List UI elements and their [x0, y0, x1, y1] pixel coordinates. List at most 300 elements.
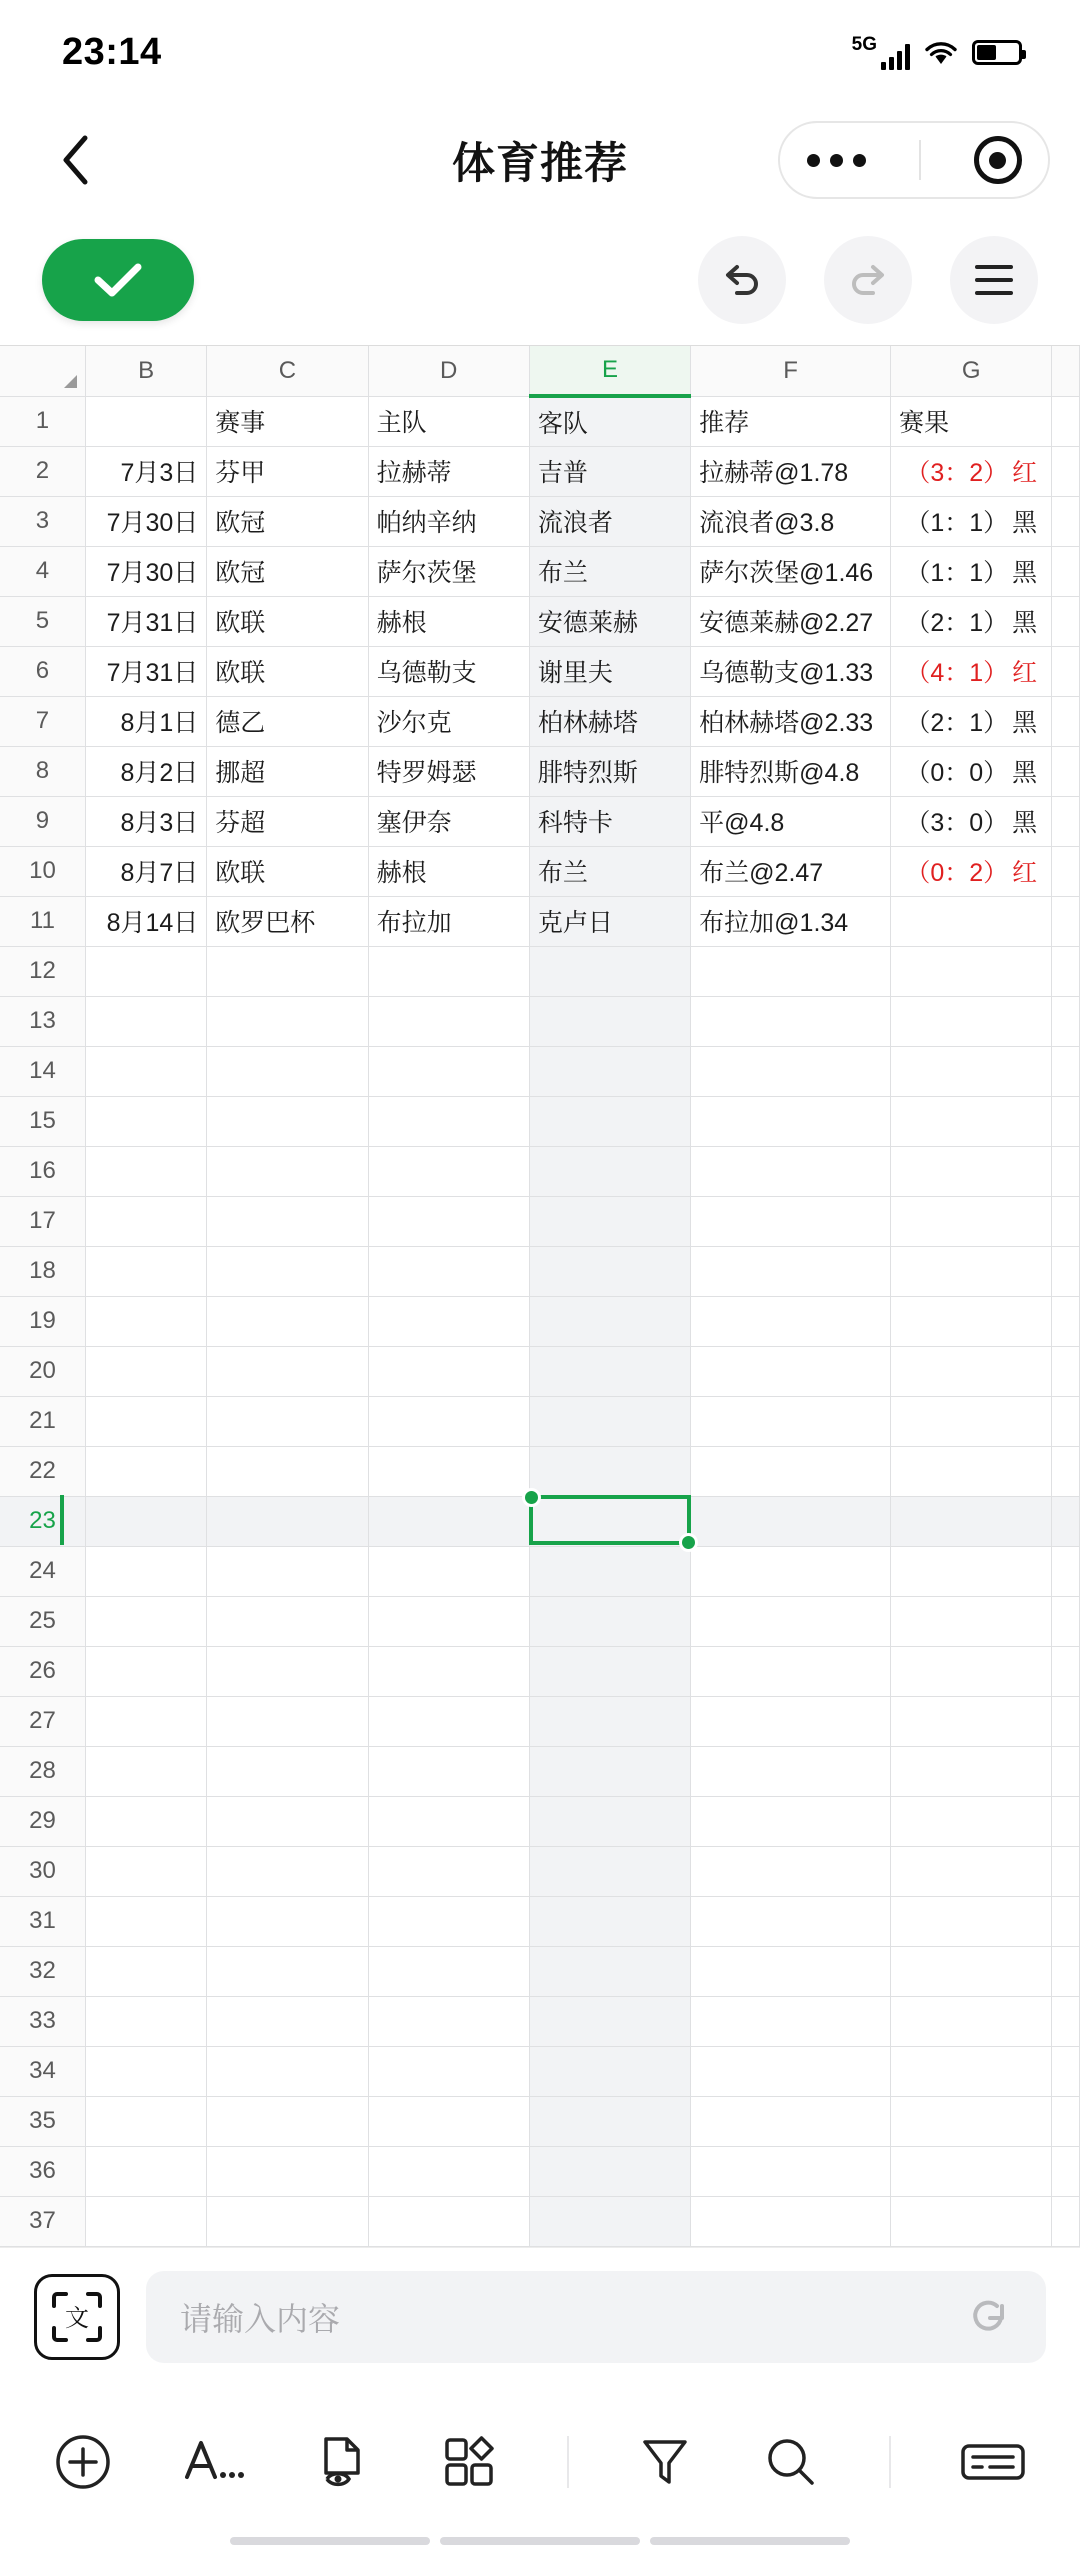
- cell-B3[interactable]: 7月30日: [85, 496, 206, 546]
- cell-G7[interactable]: （2：1） 黑: [891, 696, 1052, 746]
- scan-text-icon[interactable]: [34, 2274, 120, 2360]
- cell-B24[interactable]: [85, 1546, 206, 1596]
- cell-C2[interactable]: 芬甲: [207, 446, 368, 496]
- cell-F27[interactable]: [691, 1696, 891, 1746]
- cell-G35[interactable]: [891, 2096, 1052, 2146]
- cell-B14[interactable]: [85, 1046, 206, 1096]
- table-row[interactable]: [0, 2046, 1080, 2096]
- cell-D7[interactable]: 沙尔克: [368, 696, 529, 746]
- row-header-36[interactable]: 36: [0, 2146, 85, 2196]
- cell-D9[interactable]: 塞伊奈: [368, 796, 529, 846]
- cell-G17[interactable]: [891, 1196, 1052, 1246]
- row-header-29[interactable]: 29: [0, 1796, 85, 1846]
- cell-F7[interactable]: 柏林赫塔@2.33: [691, 696, 891, 746]
- table-row[interactable]: [0, 1796, 1080, 1846]
- cell-E2[interactable]: 吉普: [529, 446, 690, 496]
- cell-C4[interactable]: 欧冠: [207, 546, 368, 596]
- cell-E37[interactable]: [529, 2196, 690, 2246]
- cell-F16[interactable]: [691, 1146, 891, 1196]
- row-header-24[interactable]: 24: [0, 1546, 85, 1596]
- row-header-23[interactable]: 23: [0, 1496, 85, 1546]
- row-header-14[interactable]: 14: [0, 1046, 85, 1096]
- table-row[interactable]: [0, 2196, 1080, 2246]
- cell-C31[interactable]: [207, 1896, 368, 1946]
- row-header-2[interactable]: 2: [0, 446, 85, 496]
- cell-G11[interactable]: [891, 896, 1052, 946]
- row-header-1[interactable]: 1: [0, 396, 85, 446]
- cell-E4[interactable]: 布兰: [529, 546, 690, 596]
- cell-F24[interactable]: [691, 1546, 891, 1596]
- table-row[interactable]: [0, 396, 1080, 446]
- cell-F36[interactable]: [691, 2146, 891, 2196]
- cell-D8[interactable]: 特罗姆瑟: [368, 746, 529, 796]
- cell-E11[interactable]: 克卢日: [529, 896, 690, 946]
- cell-G12[interactable]: [891, 946, 1052, 996]
- cell-content-input[interactable]: [146, 2271, 1046, 2363]
- cell-B10[interactable]: 8月7日: [85, 846, 206, 896]
- cell-C7[interactable]: 德乙: [207, 696, 368, 746]
- table-row[interactable]: [0, 1896, 1080, 1946]
- cell-G18[interactable]: [891, 1246, 1052, 1296]
- cell-C29[interactable]: [207, 1796, 368, 1846]
- cell-D1[interactable]: 主队: [368, 396, 529, 446]
- cell-G26[interactable]: [891, 1646, 1052, 1696]
- cell-D13[interactable]: [368, 996, 529, 1046]
- row-header-33[interactable]: 33: [0, 1996, 85, 2046]
- cell-D12[interactable]: [368, 946, 529, 996]
- column-header-E[interactable]: E: [529, 346, 690, 396]
- confirm-button[interactable]: [42, 239, 194, 321]
- cell-D32[interactable]: [368, 1946, 529, 1996]
- cell-G31[interactable]: [891, 1896, 1052, 1946]
- cell-F12[interactable]: [691, 946, 891, 996]
- row-header-6[interactable]: 6: [0, 646, 85, 696]
- cell-G30[interactable]: [891, 1846, 1052, 1896]
- cell-F23[interactable]: [691, 1496, 891, 1546]
- row-header-11[interactable]: 11: [0, 896, 85, 946]
- cell-D24[interactable]: [368, 1546, 529, 1596]
- column-header-B[interactable]: B: [85, 346, 206, 396]
- cell-B34[interactable]: [85, 2046, 206, 2096]
- table-row[interactable]: [0, 2146, 1080, 2196]
- table-row[interactable]: [0, 1996, 1080, 2046]
- row-header-20[interactable]: 20: [0, 1346, 85, 1396]
- table-row[interactable]: [0, 496, 1080, 546]
- table-row[interactable]: [0, 1596, 1080, 1646]
- cell-B27[interactable]: [85, 1696, 206, 1746]
- row-header-25[interactable]: 25: [0, 1596, 85, 1646]
- cell-D16[interactable]: [368, 1146, 529, 1196]
- table-row[interactable]: [0, 2096, 1080, 2146]
- cell-B33[interactable]: [85, 1996, 206, 2046]
- cell-C5[interactable]: 欧联: [207, 596, 368, 646]
- row-header-9[interactable]: 9: [0, 796, 85, 846]
- cell-E15[interactable]: [529, 1096, 690, 1146]
- cell-B37[interactable]: [85, 2196, 206, 2246]
- table-row[interactable]: [0, 1046, 1080, 1096]
- table-row[interactable]: [0, 1096, 1080, 1146]
- cell-E5[interactable]: 安德莱赫: [529, 596, 690, 646]
- cell-E12[interactable]: [529, 946, 690, 996]
- cell-B8[interactable]: 8月2日: [85, 746, 206, 796]
- cell-G4[interactable]: （1：1） 黑: [891, 546, 1052, 596]
- cell-F33[interactable]: [691, 1996, 891, 2046]
- refresh-icon[interactable]: [966, 2292, 1012, 2343]
- cell-E25[interactable]: [529, 1596, 690, 1646]
- cell-D27[interactable]: [368, 1696, 529, 1746]
- cell-G32[interactable]: [891, 1946, 1052, 1996]
- cell-C14[interactable]: [207, 1046, 368, 1096]
- table-row[interactable]: [0, 696, 1080, 746]
- cell-G33[interactable]: [891, 1996, 1052, 2046]
- cell-C34[interactable]: [207, 2046, 368, 2096]
- cell-F8[interactable]: 腓特烈斯@4.8: [691, 746, 891, 796]
- cell-D29[interactable]: [368, 1796, 529, 1846]
- cell-D33[interactable]: [368, 1996, 529, 2046]
- cell-E16[interactable]: [529, 1146, 690, 1196]
- cell-F31[interactable]: [691, 1896, 891, 1946]
- cell-B22[interactable]: [85, 1446, 206, 1496]
- cell-E6[interactable]: 谢里夫: [529, 646, 690, 696]
- row-header-19[interactable]: 19: [0, 1296, 85, 1346]
- row-header-18[interactable]: 18: [0, 1246, 85, 1296]
- cell-G3[interactable]: （1：1） 黑: [891, 496, 1052, 546]
- cell-B29[interactable]: [85, 1796, 206, 1846]
- redo-button[interactable]: [824, 236, 912, 324]
- cell-C19[interactable]: [207, 1296, 368, 1346]
- row-header-10[interactable]: 10: [0, 846, 85, 896]
- table-row[interactable]: [0, 546, 1080, 596]
- cell-B9[interactable]: 8月3日: [85, 796, 206, 846]
- back-chevron-icon[interactable]: [46, 130, 106, 190]
- cell-C22[interactable]: [207, 1446, 368, 1496]
- cell-B32[interactable]: [85, 1946, 206, 1996]
- row-header-3[interactable]: 3: [0, 496, 85, 546]
- column-header-D[interactable]: D: [368, 346, 529, 396]
- cell-G36[interactable]: [891, 2146, 1052, 2196]
- table-row[interactable]: [0, 1396, 1080, 1446]
- table-row[interactable]: [0, 1146, 1080, 1196]
- cell-C9[interactable]: 芬超: [207, 796, 368, 846]
- cell-E18[interactable]: [529, 1246, 690, 1296]
- row-header-27[interactable]: 27: [0, 1696, 85, 1746]
- cell-D36[interactable]: [368, 2146, 529, 2196]
- cell-E1[interactable]: 客队: [529, 396, 690, 446]
- cell-B26[interactable]: [85, 1646, 206, 1696]
- cell-F3[interactable]: 流浪者@3.8: [691, 496, 891, 546]
- cell-D21[interactable]: [368, 1396, 529, 1446]
- table-row[interactable]: [0, 446, 1080, 496]
- row-header-13[interactable]: 13: [0, 996, 85, 1046]
- cell-F5[interactable]: 安德莱赫@2.27: [691, 596, 891, 646]
- table-row[interactable]: [0, 1346, 1080, 1396]
- cell-F26[interactable]: [691, 1646, 891, 1696]
- cell-C16[interactable]: [207, 1146, 368, 1196]
- row-header-34[interactable]: 34: [0, 2046, 85, 2096]
- cell-F30[interactable]: [691, 1846, 891, 1896]
- table-row[interactable]: [0, 746, 1080, 796]
- row-header-28[interactable]: 28: [0, 1746, 85, 1796]
- cell-B16[interactable]: [85, 1146, 206, 1196]
- cell-B4[interactable]: 7月30日: [85, 546, 206, 596]
- table-row[interactable]: [0, 1646, 1080, 1696]
- cell-F35[interactable]: [691, 2096, 891, 2146]
- cell-G2[interactable]: （3：2） 红: [891, 446, 1052, 496]
- cell-D26[interactable]: [368, 1646, 529, 1696]
- column-header-F[interactable]: F: [691, 346, 891, 396]
- cell-F29[interactable]: [691, 1796, 891, 1846]
- cell-B35[interactable]: [85, 2096, 206, 2146]
- cell-F19[interactable]: [691, 1296, 891, 1346]
- cell-G24[interactable]: [891, 1546, 1052, 1596]
- cell-G28[interactable]: [891, 1746, 1052, 1796]
- undo-button[interactable]: [698, 236, 786, 324]
- cell-F34[interactable]: [691, 2046, 891, 2096]
- cell-D20[interactable]: [368, 1346, 529, 1396]
- cell-E26[interactable]: [529, 1646, 690, 1696]
- cell-E29[interactable]: [529, 1796, 690, 1846]
- cell-C25[interactable]: [207, 1596, 368, 1646]
- cell-B19[interactable]: [85, 1296, 206, 1346]
- cell-F14[interactable]: [691, 1046, 891, 1096]
- document-view-icon[interactable]: [313, 2433, 371, 2491]
- cell-B36[interactable]: [85, 2146, 206, 2196]
- cell-F18[interactable]: [691, 1246, 891, 1296]
- cell-E14[interactable]: [529, 1046, 690, 1096]
- column-header-G[interactable]: G: [891, 346, 1052, 396]
- cell-C27[interactable]: [207, 1696, 368, 1746]
- table-row[interactable]: [0, 1446, 1080, 1496]
- cell-D34[interactable]: [368, 2046, 529, 2096]
- table-row[interactable]: [0, 1296, 1080, 1346]
- table-row[interactable]: [0, 1246, 1080, 1296]
- cell-D4[interactable]: 萨尔茨堡: [368, 546, 529, 596]
- cell-B5[interactable]: 7月31日: [85, 596, 206, 646]
- row-header-5[interactable]: 5: [0, 596, 85, 646]
- row-header-32[interactable]: 32: [0, 1946, 85, 1996]
- cell-B28[interactable]: [85, 1746, 206, 1796]
- cell-D3[interactable]: 帕纳辛纳: [368, 496, 529, 546]
- cell-E36[interactable]: [529, 2146, 690, 2196]
- cell-E23[interactable]: [529, 1496, 690, 1546]
- cell-G37[interactable]: [891, 2196, 1052, 2246]
- cell-E19[interactable]: [529, 1296, 690, 1346]
- row-header-17[interactable]: 17: [0, 1196, 85, 1246]
- table-row[interactable]: [0, 646, 1080, 696]
- cell-G15[interactable]: [891, 1096, 1052, 1146]
- cell-E32[interactable]: [529, 1946, 690, 1996]
- keyboard-icon[interactable]: [960, 2437, 1026, 2487]
- cell-F9[interactable]: 平@4.8: [691, 796, 891, 846]
- cell-F1[interactable]: 推荐: [691, 396, 891, 446]
- cell-F15[interactable]: [691, 1096, 891, 1146]
- cell-G5[interactable]: （2：1） 黑: [891, 596, 1052, 646]
- cell-F21[interactable]: [691, 1396, 891, 1446]
- row-header-22[interactable]: 22: [0, 1446, 85, 1496]
- cell-B18[interactable]: [85, 1246, 206, 1296]
- cell-E17[interactable]: [529, 1196, 690, 1246]
- cell-F11[interactable]: 布拉加@1.34: [691, 896, 891, 946]
- target-icon[interactable]: [974, 136, 1022, 184]
- cell-G19[interactable]: [891, 1296, 1052, 1346]
- cell-E28[interactable]: [529, 1746, 690, 1796]
- cell-E24[interactable]: [529, 1546, 690, 1596]
- cell-G27[interactable]: [891, 1696, 1052, 1746]
- menu-button[interactable]: [950, 236, 1038, 324]
- cell-F4[interactable]: 萨尔茨堡@1.46: [691, 546, 891, 596]
- cell-B11[interactable]: 8月14日: [85, 896, 206, 946]
- row-header-15[interactable]: 15: [0, 1096, 85, 1146]
- cell-D10[interactable]: 赫根: [368, 846, 529, 896]
- cell-D5[interactable]: 赫根: [368, 596, 529, 646]
- cell-G23[interactable]: [891, 1496, 1052, 1546]
- cell-G16[interactable]: [891, 1146, 1052, 1196]
- cell-C18[interactable]: [207, 1246, 368, 1296]
- cell-D31[interactable]: [368, 1896, 529, 1946]
- table-row[interactable]: [0, 946, 1080, 996]
- search-icon[interactable]: [762, 2433, 820, 2491]
- cell-E22[interactable]: [529, 1446, 690, 1496]
- column-header-H[interactable]: [1052, 346, 1080, 396]
- table-row[interactable]: [0, 1696, 1080, 1746]
- table-row[interactable]: [0, 596, 1080, 646]
- cell-G14[interactable]: [891, 1046, 1052, 1096]
- cell-D2[interactable]: 拉赫蒂: [368, 446, 529, 496]
- cell-E31[interactable]: [529, 1896, 690, 1946]
- spreadsheet-grid[interactable]: [0, 345, 1080, 2247]
- cell-B25[interactable]: [85, 1596, 206, 1646]
- cell-C37[interactable]: [207, 2196, 368, 2246]
- cell-B21[interactable]: [85, 1396, 206, 1446]
- cell-F32[interactable]: [691, 1946, 891, 1996]
- more-dots-icon[interactable]: [807, 154, 866, 167]
- cell-C20[interactable]: [207, 1346, 368, 1396]
- cell-C33[interactable]: [207, 1996, 368, 2046]
- cell-G10[interactable]: （0：2） 红: [891, 846, 1052, 896]
- row-header-12[interactable]: 12: [0, 946, 85, 996]
- cell-B17[interactable]: [85, 1196, 206, 1246]
- cell-B13[interactable]: [85, 996, 206, 1046]
- row-header-31[interactable]: 31: [0, 1896, 85, 1946]
- cell-D14[interactable]: [368, 1046, 529, 1096]
- cell-E8[interactable]: 腓特烈斯: [529, 746, 690, 796]
- cell-C10[interactable]: 欧联: [207, 846, 368, 896]
- cell-G22[interactable]: [891, 1446, 1052, 1496]
- table-row[interactable]: [0, 1946, 1080, 1996]
- cell-F2[interactable]: 拉赫蒂@1.78: [691, 446, 891, 496]
- cell-D28[interactable]: [368, 1746, 529, 1796]
- table-row[interactable]: [0, 1546, 1080, 1596]
- filter-icon[interactable]: [638, 2433, 692, 2491]
- cell-E3[interactable]: 流浪者: [529, 496, 690, 546]
- cell-B6[interactable]: 7月31日: [85, 646, 206, 696]
- cell-B7[interactable]: 8月1日: [85, 696, 206, 746]
- cell-C12[interactable]: [207, 946, 368, 996]
- cell-E27[interactable]: [529, 1696, 690, 1746]
- cell-G29[interactable]: [891, 1796, 1052, 1846]
- row-header-26[interactable]: 26: [0, 1646, 85, 1696]
- cell-D37[interactable]: [368, 2196, 529, 2246]
- row-header-4[interactable]: 4: [0, 546, 85, 596]
- cell-G13[interactable]: [891, 996, 1052, 1046]
- cell-B12[interactable]: [85, 946, 206, 996]
- row-header-21[interactable]: 21: [0, 1396, 85, 1446]
- table-row[interactable]: [0, 796, 1080, 846]
- cell-D23[interactable]: [368, 1496, 529, 1546]
- cell-C11[interactable]: 欧罗巴杯: [207, 896, 368, 946]
- cell-D18[interactable]: [368, 1246, 529, 1296]
- cell-B20[interactable]: [85, 1346, 206, 1396]
- cell-F10[interactable]: 布兰@2.47: [691, 846, 891, 896]
- cell-E34[interactable]: [529, 2046, 690, 2096]
- table-row[interactable]: [0, 1746, 1080, 1796]
- cell-C24[interactable]: [207, 1546, 368, 1596]
- cell-G25[interactable]: [891, 1596, 1052, 1646]
- table-row[interactable]: [0, 1846, 1080, 1896]
- table-row[interactable]: [0, 996, 1080, 1046]
- table-row[interactable]: [0, 896, 1080, 946]
- cell-C28[interactable]: [207, 1746, 368, 1796]
- cell-F6[interactable]: 乌德勒支@1.33: [691, 646, 891, 696]
- cell-D17[interactable]: [368, 1196, 529, 1246]
- cell-G6[interactable]: （4：1） 红: [891, 646, 1052, 696]
- cell-C26[interactable]: [207, 1646, 368, 1696]
- cell-G8[interactable]: （0：0） 黑: [891, 746, 1052, 796]
- cell-C13[interactable]: [207, 996, 368, 1046]
- table-row[interactable]: [0, 846, 1080, 896]
- cell-B15[interactable]: [85, 1096, 206, 1146]
- cell-D15[interactable]: [368, 1096, 529, 1146]
- row-header-7[interactable]: 7: [0, 696, 85, 746]
- row-header-8[interactable]: 8: [0, 746, 85, 796]
- table-row[interactable]: [0, 1196, 1080, 1246]
- cell-F28[interactable]: [691, 1746, 891, 1796]
- cell-C21[interactable]: [207, 1396, 368, 1446]
- row-header-37[interactable]: 37: [0, 2196, 85, 2246]
- cell-C30[interactable]: [207, 1846, 368, 1896]
- cell-D22[interactable]: [368, 1446, 529, 1496]
- cell-B23[interactable]: [85, 1496, 206, 1546]
- cell-G21[interactable]: [891, 1396, 1052, 1446]
- cell-C1[interactable]: 赛事: [207, 396, 368, 446]
- select-all-corner[interactable]: [0, 346, 85, 396]
- add-icon[interactable]: [54, 2433, 112, 2491]
- cell-D6[interactable]: 乌德勒支: [368, 646, 529, 696]
- cell-G20[interactable]: [891, 1346, 1052, 1396]
- row-header-16[interactable]: 16: [0, 1146, 85, 1196]
- cell-E33[interactable]: [529, 1996, 690, 2046]
- cell-C6[interactable]: 欧联: [207, 646, 368, 696]
- cell-F20[interactable]: [691, 1346, 891, 1396]
- font-format-icon[interactable]: [181, 2433, 243, 2491]
- cell-C35[interactable]: [207, 2096, 368, 2146]
- row-header-35[interactable]: 35: [0, 2096, 85, 2146]
- cell-D11[interactable]: 布拉加: [368, 896, 529, 946]
- cell-E9[interactable]: 科特卡: [529, 796, 690, 846]
- cell-F13[interactable]: [691, 996, 891, 1046]
- cell-E7[interactable]: 柏林赫塔: [529, 696, 690, 746]
- cell-C15[interactable]: [207, 1096, 368, 1146]
- cell-B2[interactable]: 7月3日: [85, 446, 206, 496]
- cell-E13[interactable]: [529, 996, 690, 1046]
- cell-C17[interactable]: [207, 1196, 368, 1246]
- apps-grid-icon[interactable]: [440, 2433, 498, 2491]
- cell-C8[interactable]: 挪超: [207, 746, 368, 796]
- cell-D35[interactable]: [368, 2096, 529, 2146]
- cell-D30[interactable]: [368, 1846, 529, 1896]
- cell-E35[interactable]: [529, 2096, 690, 2146]
- row-header-30[interactable]: 30: [0, 1846, 85, 1896]
